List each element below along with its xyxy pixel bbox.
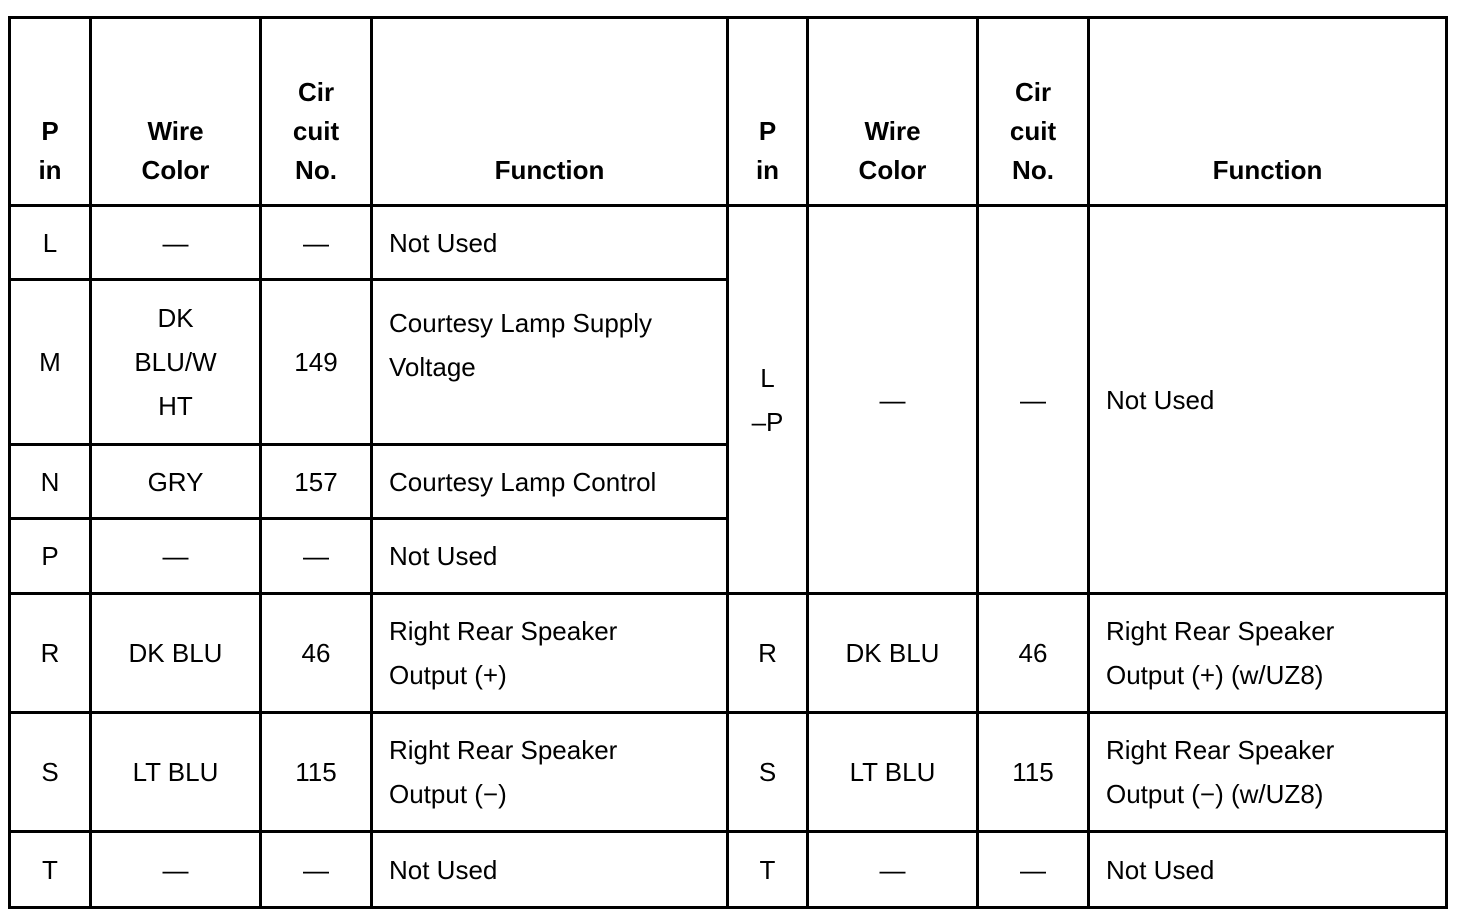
pin-cell: S — [10, 713, 91, 832]
header-circuit-no-right: Cir cuit No. — [978, 18, 1089, 206]
header-wire-color-right: Wire Color — [808, 18, 978, 206]
wire-color-cell-right: LT BLU — [808, 713, 978, 832]
header-function-right: Function — [1089, 18, 1447, 206]
header-wire-color: Wire Color — [91, 18, 261, 206]
table-row — [10, 206, 1447, 280]
circuit-cell-right: 115 — [978, 713, 1089, 832]
wire-color-cell: LT BLU — [91, 713, 261, 832]
header-pin-right: P in — [728, 18, 808, 206]
circuit-cell: — — [261, 206, 372, 280]
function-cell: Not Used — [372, 519, 728, 594]
pin-cell: P — [10, 519, 91, 594]
pin-cell: R — [10, 594, 91, 713]
function-cell-right: Not Used — [1089, 206, 1447, 594]
connector-pinout-table — [8, 16, 1448, 909]
pin-cell: M — [10, 280, 91, 445]
pin-cell-right: L –P — [728, 206, 808, 594]
wire-color-cell-right: — — [808, 206, 978, 594]
pin-cell: L — [10, 206, 91, 280]
pin-cell-right: S — [728, 713, 808, 832]
circuit-cell: 115 — [261, 713, 372, 832]
function-cell: Not Used — [372, 832, 728, 908]
circuit-cell: 157 — [261, 445, 372, 519]
function-cell-right: Right Rear Speaker Output (+) (w/UZ8) — [1089, 594, 1447, 713]
wire-color-cell: DK BLU/W HT — [91, 280, 261, 445]
circuit-cell-right: — — [978, 832, 1089, 908]
header-circuit-no: Cir cuit No. — [261, 18, 372, 206]
function-cell: Courtesy Lamp Control — [372, 445, 728, 519]
function-cell-right: Not Used — [1089, 832, 1447, 908]
circuit-cell: 149 — [261, 280, 372, 445]
function-cell: Right Rear Speaker Output (+) — [372, 594, 728, 713]
pin-cell-right: R — [728, 594, 808, 713]
wire-color-cell-right: — — [808, 832, 978, 908]
pin-cell: T — [10, 832, 91, 908]
header-function: Function — [372, 18, 728, 206]
circuit-cell-right: — — [978, 206, 1089, 594]
wire-color-cell: — — [91, 832, 261, 908]
function-cell-right: Right Rear Speaker Output (−) (w/UZ8) — [1089, 713, 1447, 832]
wire-color-cell: DK BLU — [91, 594, 261, 713]
wire-color-cell: GRY — [91, 445, 261, 519]
circuit-cell: 46 — [261, 594, 372, 713]
table-row — [10, 832, 1447, 908]
circuit-cell: — — [261, 832, 372, 908]
wire-color-cell: — — [91, 519, 261, 594]
header-pin: P in — [10, 18, 91, 206]
function-cell: Courtesy Lamp Supply Voltage — [372, 280, 728, 445]
pin-cell-right: T — [728, 832, 808, 908]
circuit-cell-right: 46 — [978, 594, 1089, 713]
table-row — [10, 594, 1447, 713]
pin-cell: N — [10, 445, 91, 519]
table-row — [10, 713, 1447, 832]
wire-color-cell: — — [91, 206, 261, 280]
function-cell: Right Rear Speaker Output (−) — [372, 713, 728, 832]
function-cell: Not Used — [372, 206, 728, 280]
circuit-cell: — — [261, 519, 372, 594]
wire-color-cell-right: DK BLU — [808, 594, 978, 713]
header-row — [10, 18, 1447, 206]
